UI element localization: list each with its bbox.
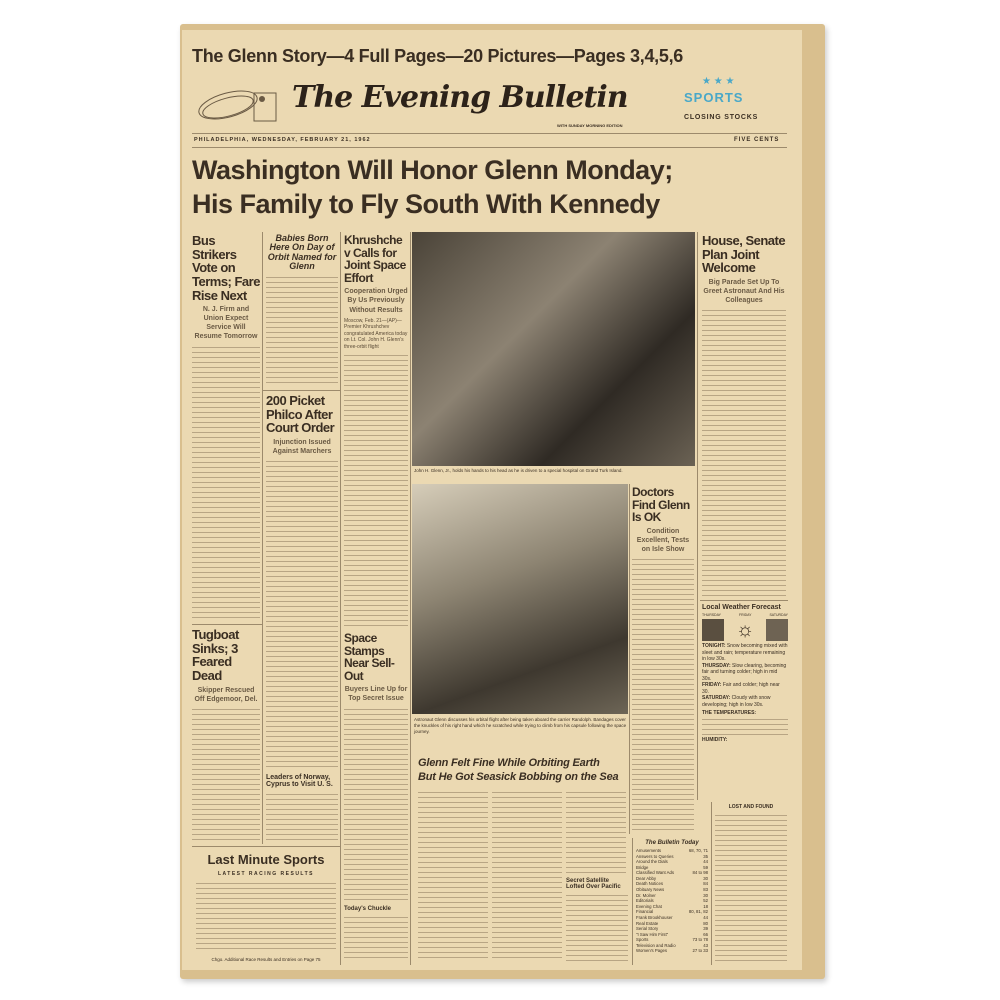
photo-glenn-portrait	[412, 484, 628, 714]
forecast-item: THURSDAY: Slow clearing, becoming fair and turning colder; high in mid 30s.	[702, 662, 787, 682]
index-item-page: 80	[703, 920, 708, 926]
index-item-name: Sports	[636, 937, 649, 943]
forecast-item: TONIGHT: Snow becoming mixed with sleet and rain; temperature remaining in low 30s.	[702, 643, 788, 662]
index-item-name: Dear Abby	[636, 875, 657, 881]
index-item-page: 18	[703, 903, 708, 909]
index-item-name: Bridge	[636, 864, 649, 870]
index-item-page: 80, 81, 82	[688, 909, 708, 915]
index-item-name: Serial Story	[636, 926, 659, 932]
khrushchev-subhead: Cooperation Urged By Us Previously Without Results	[344, 288, 408, 314]
humidity-label: HUMIDITY:	[702, 736, 728, 743]
bus-strikers-subhead: N. J. Firm and Union Expect Service Will Resume Tomorrow	[194, 306, 258, 341]
index-item-name: Classified Want Ads	[636, 870, 675, 876]
tugboat-headline: Tugboat Sinks; 3 Feared Dead	[192, 627, 239, 683]
index-item-page: 30	[703, 875, 708, 881]
weather-day: THURSDAY	[702, 613, 721, 617]
forecast-item: SATURDAY: Cloudy with snow developing; high in low 30s.	[702, 695, 771, 708]
index-item-name: Answers to Queries	[636, 853, 674, 859]
index-item-name: Around the Dials	[636, 859, 668, 865]
bus-strikers-story	[192, 234, 260, 620]
index-item-name: Frank Brookhouser	[636, 914, 673, 920]
index-item-page: 84 to 98	[692, 870, 708, 876]
index-item-page: 52	[703, 898, 708, 904]
babies-headline: Babies Born Here On Day of Orbit Named for Glenn	[267, 233, 337, 272]
bulletin-today-title: The Bulletin Today	[645, 840, 699, 846]
weather-day: SATURDAY	[769, 613, 788, 617]
space-stamps-story	[344, 632, 408, 902]
weather-day: FRIDAY	[738, 613, 752, 617]
bus-strikers-headline: Bus Strikers Vote on Terms; Fare Rise Next	[192, 233, 260, 303]
index-item-page: 59	[703, 864, 708, 870]
index-item-name: Evening Chat	[636, 903, 662, 909]
index-item-name: Death Notices	[636, 881, 663, 887]
weather-icons	[702, 619, 788, 641]
photo-glenn-in-car	[412, 232, 695, 466]
glenn-felt-headline-line-1: Glenn Felt Fine While Orbiting Earth	[418, 757, 600, 769]
top-photo-caption: John H. Glenn, Jr., holds his hands to his head as he is driven to a special hospital on Grand Turk Island.	[414, 468, 623, 473]
dateline: PHILADELPHIA, WEDNESDAY, FEBRUARY 21, 1962	[194, 137, 371, 143]
lost-found-box	[715, 804, 787, 962]
philco-subhead: Injunction Issued Against Marchers	[272, 438, 332, 456]
racing-results-subtitle: LATEST RACING RESULTS	[217, 871, 315, 877]
forecast-item: FRIDAY: Fair and colder; high near 30.	[702, 682, 780, 695]
index-item-page: 44	[703, 914, 708, 920]
secret-satellite-headline: Secret Satellite Lofted Over Pacific	[566, 878, 621, 890]
sports-footer: Chgo. Additional Race Results and Entries on Page 75	[211, 957, 321, 962]
khrushchev-lead: Moscow, Feb. 21—(AP)—Premier Khrushchev congratulated America today on Lt. Col. John H. Glenn's three-orbit flight	[344, 317, 408, 350]
doctors-headline: Doctors Find Glenn Is OK	[632, 485, 690, 525]
index-item	[636, 948, 708, 954]
weather-title: Local Weather Forecast	[702, 604, 781, 611]
index-item-page: 35	[703, 853, 708, 859]
closing-stocks-label: CLOSING STOCKS	[684, 114, 759, 121]
space-stamps-headline: Space Stamps Near Sell-Out	[344, 631, 395, 683]
index-item-name: Real Estate	[636, 920, 659, 926]
weather-forecast-list	[702, 643, 788, 743]
index-item-name: Amusements	[636, 848, 662, 853]
tugboat-subhead: Skipper Rescued Off Edgemoor, Del.	[194, 686, 258, 703]
khrushchev-headline: Khrushchev Calls for Joint Space Effort	[344, 233, 406, 285]
index-item-name: Editorials	[636, 898, 654, 904]
temperatures-label: THE TEMPERATURES:	[702, 710, 757, 716]
index-item-page: 27 to 33	[692, 948, 708, 954]
masthead-title: The Evening Bulletin	[292, 80, 628, 115]
weather-days	[702, 613, 788, 617]
house-senate-subhead: Big Parade Set Up To Greet Astronaut And His Colleagues	[703, 278, 785, 305]
index-item-page: 68, 70, 71	[688, 848, 708, 853]
index-item-page: 84	[703, 881, 708, 887]
index-item-name: Obituary News	[636, 887, 665, 893]
index-item-name: Television and Radio	[636, 942, 676, 948]
sun-icon: ☼	[735, 619, 755, 641]
edition-note: WITH SUNDAY MORNING EDITION	[557, 123, 623, 128]
leaders-headline: Leaders of Norway, Cyprus to Visit U. S.	[266, 774, 333, 789]
last-minute-sports-title: Last Minute Sports	[207, 852, 325, 867]
todays-chuckle-headline: Today's Chuckle	[344, 906, 391, 912]
secret-satellite-story	[566, 878, 628, 962]
index-item-page: 83	[703, 887, 708, 893]
sports-label: SPORTS	[684, 90, 744, 105]
doctors-story	[632, 486, 694, 830]
sports-stars: ★ ★ ★	[702, 76, 735, 87]
khrushchev-story	[344, 234, 408, 628]
snow-cloud-icon	[766, 619, 788, 641]
philco-headline: 200 Picket Philco After Court Order	[266, 393, 335, 436]
bottom-photo-caption: Astronaut Glenn discusses his orbital flight after being taken aboard the carrier Randolph. Bandages cover the knuckles of his right hand which he scratched while trying to climb from his capsule following the space journey.	[414, 717, 627, 734]
index-item-name: Dr. Molner	[636, 892, 656, 898]
price: FIVE CENTS	[734, 137, 780, 143]
index-item-page: 30	[703, 892, 708, 898]
index-item-name: Women's Pages	[636, 948, 668, 954]
philco-story	[266, 394, 338, 770]
newspaper-front-page	[182, 30, 802, 970]
index-item-page: 73 to 78	[692, 937, 708, 943]
tugboat-story	[192, 628, 260, 842]
bulletin-today-index	[636, 840, 708, 954]
index-item-page: 66	[703, 931, 708, 937]
index-item-page: 39	[703, 926, 708, 932]
doctors-subhead: Condition Excellent, Tests on Isle Show	[636, 527, 690, 553]
leaders-story	[266, 774, 338, 844]
house-senate-headline: House, Senate Plan Joint Welcome	[702, 233, 786, 276]
index-item-name: "I Saw Him First"	[636, 931, 669, 937]
wind-cloud-icon	[702, 619, 724, 641]
glenn-felt-headline-line-2: But He Got Seasick Bobbing on the Sea	[418, 771, 619, 783]
weather-box	[702, 604, 788, 743]
index-item-name: Financial	[636, 909, 654, 915]
house-senate-story	[702, 234, 786, 596]
last-minute-sports-box	[196, 852, 336, 962]
space-orbit-logo	[196, 85, 282, 125]
lost-found-title: LOST AND FOUND	[728, 804, 774, 810]
todays-chuckle-story	[344, 906, 408, 962]
index-item-page: 44	[703, 859, 708, 865]
babies-story	[266, 234, 338, 386]
index-item-page: 43	[703, 942, 708, 948]
space-stamps-subhead: Buyers Line Up for Top Secret Issue	[344, 686, 408, 703]
main-headline-line-1: Washington Will Honor Glenn Monday;	[192, 155, 673, 185]
main-headline-line-2: His Family to Fly South With Kennedy	[192, 189, 660, 219]
banner-headline: The Glenn Story—4 Full Pages—20 Pictures—Pages 3,4,5,6	[192, 46, 683, 66]
